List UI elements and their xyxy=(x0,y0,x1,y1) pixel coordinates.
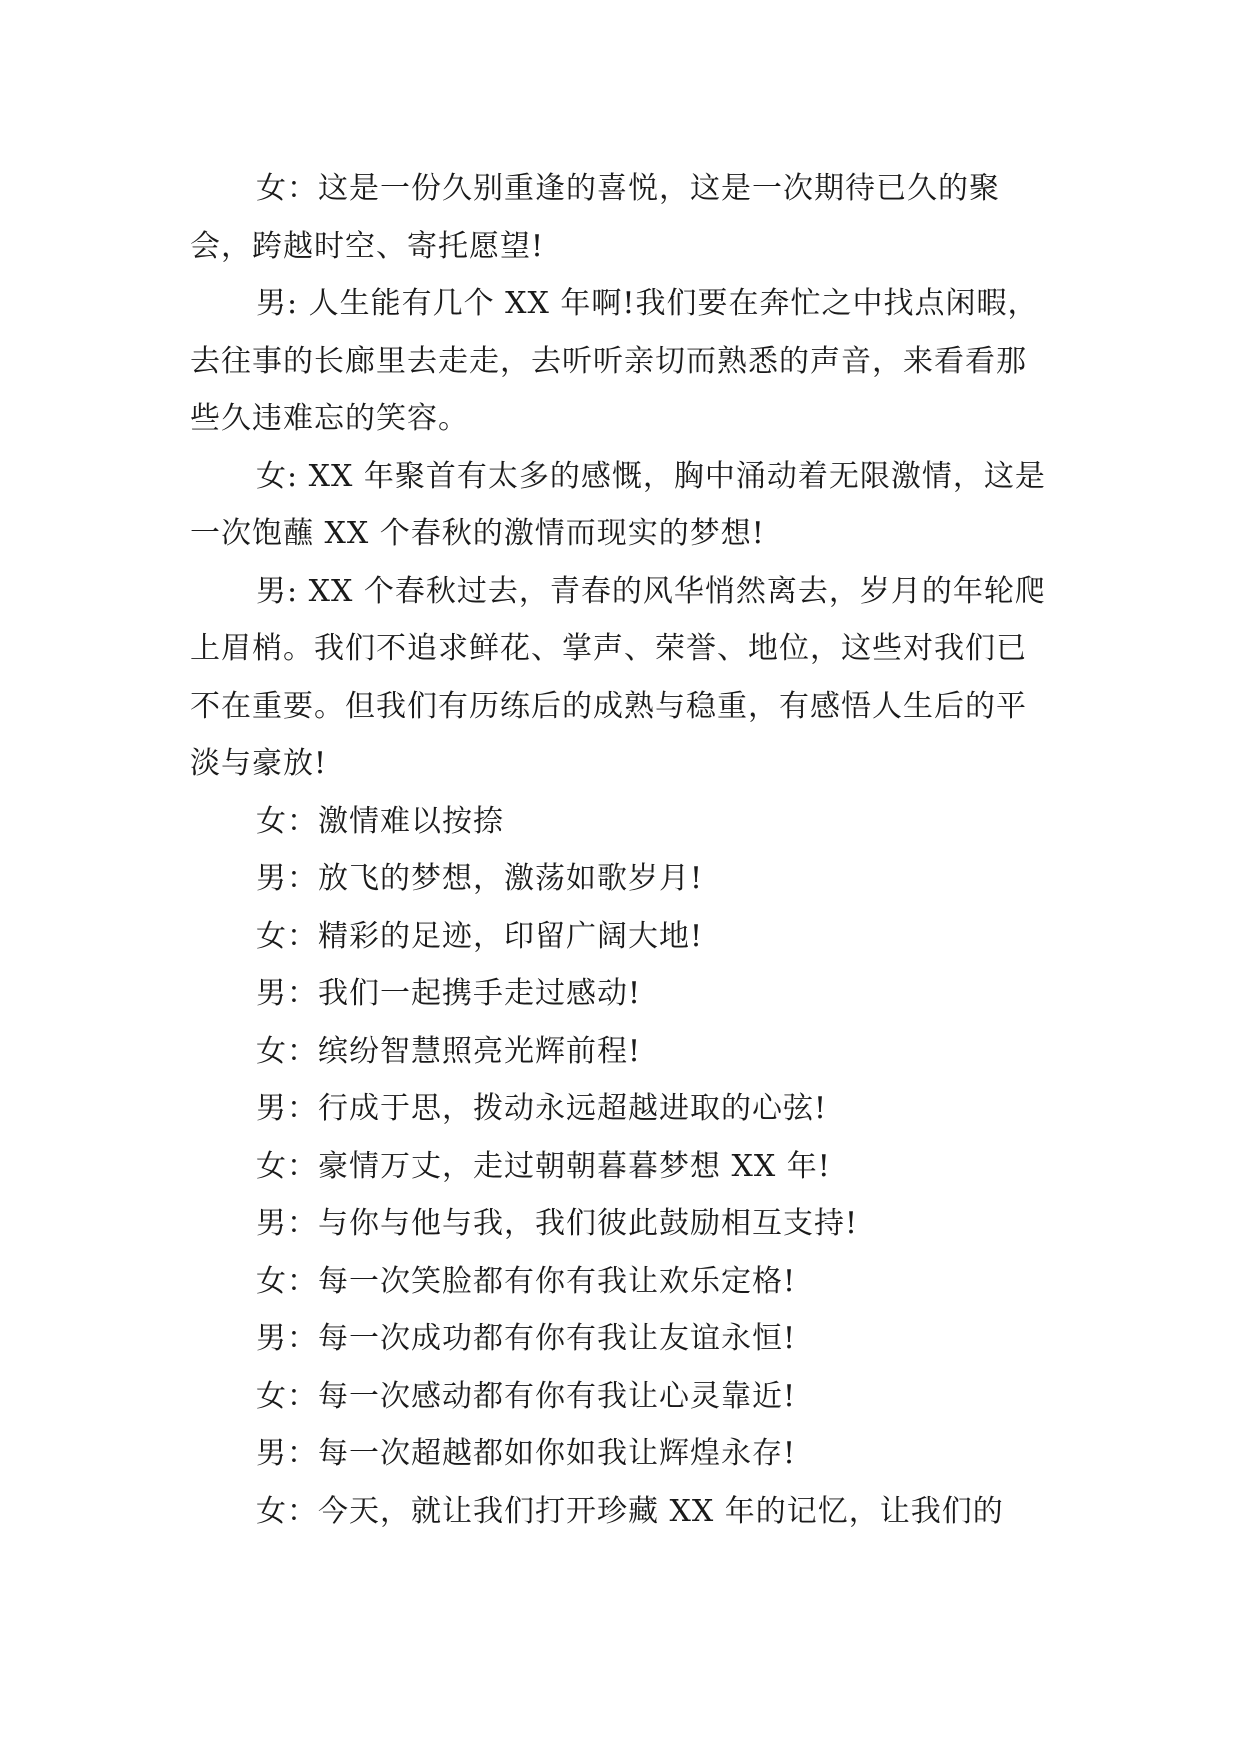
paragraph: 女: XX 年聚首有太多的感慨，胸中涌动着无限激情，这是一次饱蘸 XX 个春秋的激情而现实的梦想! xyxy=(190,458,1046,551)
document-body xyxy=(190,160,1050,1540)
paragraph: 男：与你与他与我，我们彼此鼓励相互支持! xyxy=(256,1206,859,1241)
paragraph: 女：豪情万丈，走过朝朝暮暮梦想 XX 年! xyxy=(256,1148,831,1184)
paragraph: 女：今天，就让我们打开珍藏 XX 年的记忆，让我们的 xyxy=(256,1493,1004,1529)
paragraph: 女：缤纷智慧照亮光辉前程! xyxy=(256,1033,642,1069)
paragraph: 男：我们一起携手走过感动! xyxy=(256,976,642,1011)
paragraph: 女：这是一份久别重逢的喜悦，这是一次期待已久的聚会，跨越时空、寄托愿望! xyxy=(190,171,1000,264)
paragraph: 男：放飞的梦想，激荡如歌岁月! xyxy=(256,861,704,896)
paragraph: 男: XX 个春秋过去，青春的风华悄然离去，岁月的年轮爬上眉梢。我们不追求鲜花、掌声、荣誉、地位，这些对我们已不在重要。但我们有历练后的成熟与稳重，有感悟人生后的平淡与豪放! xyxy=(190,573,1046,781)
paragraph: 女：精彩的足迹，印留广阔大地! xyxy=(256,918,704,954)
paragraph: 男：每一次超越都如你如我让辉煌永存! xyxy=(256,1436,797,1471)
paragraph: 女：激情难以按捺 xyxy=(256,803,504,839)
paragraph: 男: 人生能有几个 XX 年啊!我们要在奔忙之中找点闲暇，去往事的长廊里去走走，去听听亲切而熟悉的声音，来看看那些久违难忘的笑容。 xyxy=(190,286,1039,436)
paragraph: 男：行成于思，拨动永远超越进取的心弦! xyxy=(256,1091,828,1126)
paragraph: 女：每一次感动都有你有我让心灵靠近! xyxy=(256,1378,797,1414)
paragraph: 女：每一次笑脸都有你有我让欢乐定格! xyxy=(256,1263,797,1299)
paragraph: 男：每一次成功都有你有我让友谊永恒! xyxy=(256,1321,797,1356)
